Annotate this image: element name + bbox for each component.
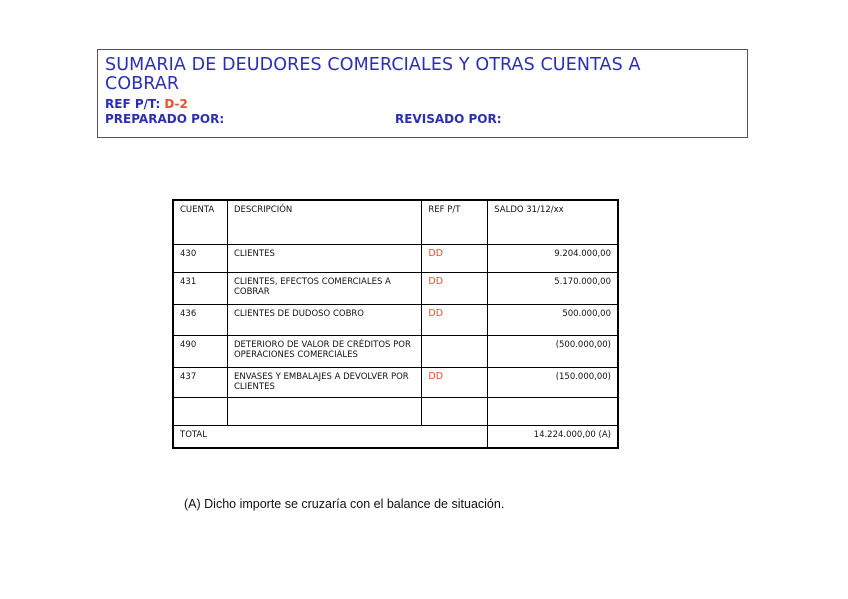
cell-ref: DD xyxy=(422,305,488,336)
cell-descripcion: DETERIORO DE VALOR DE CRÉDITOS POR OPERACIONES COMERCIALES xyxy=(227,336,421,368)
table-header-row xyxy=(173,200,618,245)
ref-line xyxy=(105,97,739,112)
cell-cuenta: 430 xyxy=(173,245,227,273)
total-value: 14.224.000,00 (A) xyxy=(488,426,618,449)
table-row xyxy=(173,245,618,273)
page-title: SUMARIA DE DEUDORES COMERCIALES Y OTRAS CUENTAS A COBRAR xyxy=(105,55,641,94)
summary-table xyxy=(172,199,619,449)
cell-saldo: (500.000,00) xyxy=(488,336,618,368)
cell-cuenta: 437 xyxy=(173,368,227,398)
cell-cuenta xyxy=(173,398,227,426)
column-header-cuenta: CUENTA xyxy=(173,200,227,245)
cell-ref xyxy=(422,336,488,368)
table-row xyxy=(173,273,618,305)
cell-descripcion: ENVASES Y EMBALAJES A DEVOLVER POR CLIENTES xyxy=(227,368,421,398)
cell-saldo xyxy=(488,398,618,426)
cell-ref xyxy=(422,398,488,426)
column-header-ref: REF P/T xyxy=(422,200,488,245)
signature-line xyxy=(105,112,739,128)
ref-code: D-2 xyxy=(164,97,188,111)
cell-descripcion: CLIENTES, EFECTOS COMERCIALES A COBRAR xyxy=(227,273,421,305)
cell-cuenta: 431 xyxy=(173,273,227,305)
table-row-empty xyxy=(173,398,618,426)
cell-ref: DD xyxy=(422,368,488,398)
footnote: (A) Dicho importe se cruzaría con el balance de situación. xyxy=(184,497,505,511)
reviewed-label: REVISADO POR: xyxy=(395,112,502,126)
prepared-label: PREPARADO POR: xyxy=(105,112,225,126)
table-row xyxy=(173,336,618,368)
ref-label: REF P/T: xyxy=(105,97,161,111)
cell-saldo: 500.000,00 xyxy=(488,305,618,336)
column-header-saldo: SALDO 31/12/xx xyxy=(488,200,618,245)
cell-descripcion xyxy=(227,398,421,426)
cell-descripcion: CLIENTES DE DUDOSO COBRO xyxy=(227,305,421,336)
cell-cuenta: 436 xyxy=(173,305,227,336)
total-label: TOTAL xyxy=(173,426,488,449)
column-header-descripcion: DESCRIPCIÓN xyxy=(227,200,421,245)
cell-saldo: 5.170.000,00 xyxy=(488,273,618,305)
table-row xyxy=(173,368,618,398)
total-row xyxy=(173,426,618,449)
header-box xyxy=(97,49,748,138)
cell-saldo: 9.204.000,00 xyxy=(488,245,618,273)
table-row xyxy=(173,305,618,336)
cell-ref: DD xyxy=(422,245,488,273)
cell-descripcion: CLIENTES xyxy=(227,245,421,273)
cell-ref: DD xyxy=(422,273,488,305)
cell-saldo: (150.000,00) xyxy=(488,368,618,398)
cell-cuenta: 490 xyxy=(173,336,227,368)
